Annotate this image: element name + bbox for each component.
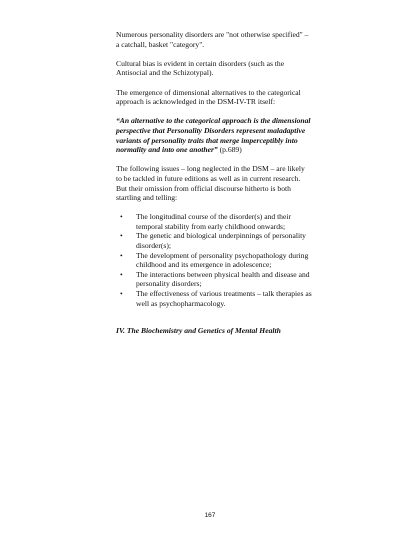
list-item-text: The genetic and biological underpinnings of personality disorder(s);: [136, 231, 306, 251]
list-item-text: The interactions between physical health and disease and personality disorders;: [136, 269, 310, 289]
bullet-icon: •: [120, 231, 123, 241]
block-quote: [116, 116, 312, 154]
paragraph-neglected-issues: The following issues – long neglected in the DSM – are likely to be tackled in future editions as well as in current research. But their omission from official discourse hitherto is both startling and telling:: [116, 164, 305, 203]
paragraph-nos: Numerous personality disorders are "not otherwise specified" – a catchall, basket "category".: [116, 30, 309, 49]
quote-text: “An alternative to the categorical approach is the dimensional perspective that Personality Disorders represent maladaptive variants of personality traits that merge imperceptibly into normality and into one another”: [116, 116, 311, 155]
bullet-icon: •: [120, 269, 123, 279]
bullet-icon: •: [120, 250, 123, 260]
quote-citation: (p.689): [217, 145, 242, 155]
list-item: [116, 289, 312, 308]
issues-list: [116, 212, 312, 308]
paragraph-cultural-bias: Cultural bias is evident in certain disorders (such as the Antisocial and the Schizotypal).: [116, 58, 285, 78]
paragraph-dimensional-alternatives: The emergence of dimensional alternatives to the categorical approach is acknowledged in the DSM-IV-TR itself:: [116, 87, 301, 107]
list-item: [116, 231, 312, 250]
bullet-icon: •: [120, 289, 123, 299]
page-number: 167: [204, 512, 216, 519]
list-item-text: The development of personality psychopathology during childhood and its emergence in adolescence;: [136, 250, 309, 270]
page-body: [116, 30, 312, 336]
list-item-text: The effectiveness of various treatments – talk therapies as well as psychopharmacology.: [136, 289, 312, 308]
section-heading: IV. The Biochemistry and Genetics of Mental Health: [116, 326, 281, 336]
list-item: [116, 270, 312, 289]
list-item: [116, 251, 312, 270]
bullet-icon: •: [120, 212, 123, 222]
list-item: [116, 212, 312, 231]
list-item-text: The longitudinal course of the disorder(s) and their temporal stability from early childhood onwards;: [136, 212, 291, 231]
